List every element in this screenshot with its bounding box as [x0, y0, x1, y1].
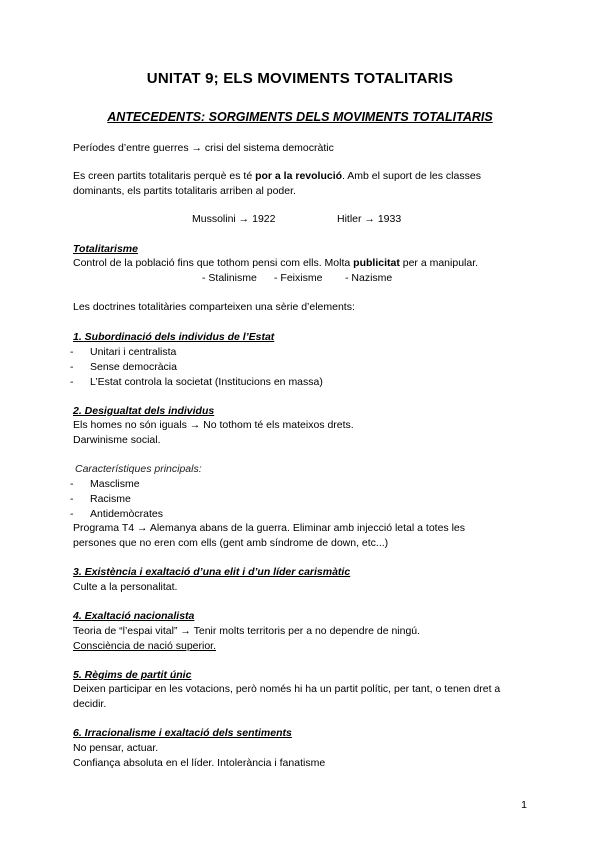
programa-t4-line-1: Programa T4 → Alemanya abans de la guerra. Eliminar amb injecció letal a totes les — [73, 522, 466, 534]
intro-paragraph-line-1 — [73, 169, 481, 183]
list-item: - Antidemòcrates — [70, 508, 163, 520]
document-title: UNITAT 9; ELS MOVIMENTS TOTALITARIS — [146, 70, 454, 87]
list-item-text: Unitari i centralista — [90, 346, 177, 358]
section-3-heading: 3. Existència i exaltació d’una elit i d’un líder carismàtic — [73, 566, 351, 578]
intro-bold-text: por a la revolució — [255, 170, 343, 182]
list-item: - L’Estat controla la societat (Institucions en massa) — [70, 376, 323, 388]
intro-paragraph-line-2: dominants, els partits totalitaris arriben al poder. — [73, 185, 296, 197]
section-2-heading: 2. Desigualtat dels individus — [73, 405, 215, 417]
totalitarisme-text-before: Control de la població fins que tothom pensi com ells. Molta — [73, 257, 354, 269]
type-nazisme: - Nazisme — [345, 272, 393, 284]
list-item-text: Sense democràcia — [90, 361, 177, 373]
section-5-line-1: Deixen participar en les votacions, però només hi ha un partit polític, per tant, o tenen dret a — [73, 683, 501, 695]
list-item: - Sense democràcia — [70, 361, 177, 373]
characteristics-label: Característiques principals: — [75, 463, 202, 475]
totalitarisme-heading: Totalitarisme — [73, 243, 138, 255]
totalitarisme-line-1 — [73, 256, 478, 270]
list-item: - Masclisme — [70, 478, 140, 490]
section-2-line-1: Els homes no són iguals → No tothom té els mateixos drets. — [73, 419, 354, 431]
section-4-heading: 4. Exaltació nacionalista — [73, 610, 195, 622]
type-feixisme: - Feixisme — [274, 272, 323, 284]
section-6-line-1: No pensar, actuar. — [73, 742, 159, 754]
intro-text-before: Es creen partits totalitaris perquè es té — [73, 170, 256, 182]
totalitarisme-bold-text: publicitat — [353, 257, 400, 269]
doctrines-intro: Les doctrines totalitàries comparteixen una sèrie d’elements: — [73, 301, 355, 313]
list-item: - Racisme — [70, 493, 131, 505]
page-number: 1 — [521, 799, 527, 811]
section-4-line-1: Teoria de “l’espai vital” → Tenir molts territoris per a no dependre de ningú. — [73, 625, 421, 637]
list-item-text: Racisme — [90, 493, 131, 505]
hitler-date: Hitler → 1933 — [337, 213, 402, 225]
intro-text-after: . Amb el suport de les classes — [342, 170, 481, 182]
section-5-heading: 5. Règims de partit únic — [73, 669, 192, 681]
section-subtitle: ANTECEDENTS: SORGIMENTS DELS MOVIMENTS TOTALITARIS — [107, 110, 493, 124]
list-item-text: Masclisme — [90, 478, 140, 490]
section-3-line-1: Culte a la personalitat. — [73, 581, 178, 593]
programa-t4-line-2: persones que no eren com ells (gent amb síndrome de down, etc...) — [73, 537, 389, 549]
intro-line-1: Períodes d’entre guerres → crisi del sistema democràtic — [73, 142, 334, 154]
section-6-line-2: Confiança absoluta en el líder. Intolerància i fanatisme — [73, 757, 326, 769]
mussolini-date: Mussolini → 1922 — [192, 213, 276, 225]
section-4-line-2: Consciència de nació superior. — [73, 640, 217, 652]
section-6-heading: 6. Irracionalisme i exaltació dels sentiments — [73, 727, 292, 739]
list-item: - Unitari i centralista — [70, 346, 177, 358]
section-1-heading: 1. Subordinació dels individus de l’Estat — [73, 331, 275, 343]
section-5-line-2: decidir. — [73, 698, 107, 710]
list-item-text: L’Estat controla la societat (Institucions en massa) — [90, 376, 323, 388]
type-stalinisme: - Stalinisme — [202, 272, 257, 284]
totalitarisme-text-after: per a manipular. — [399, 257, 479, 269]
list-item-text: Antidemòcrates — [90, 508, 163, 520]
section-2-line-2: Darwinisme social. — [73, 434, 161, 446]
